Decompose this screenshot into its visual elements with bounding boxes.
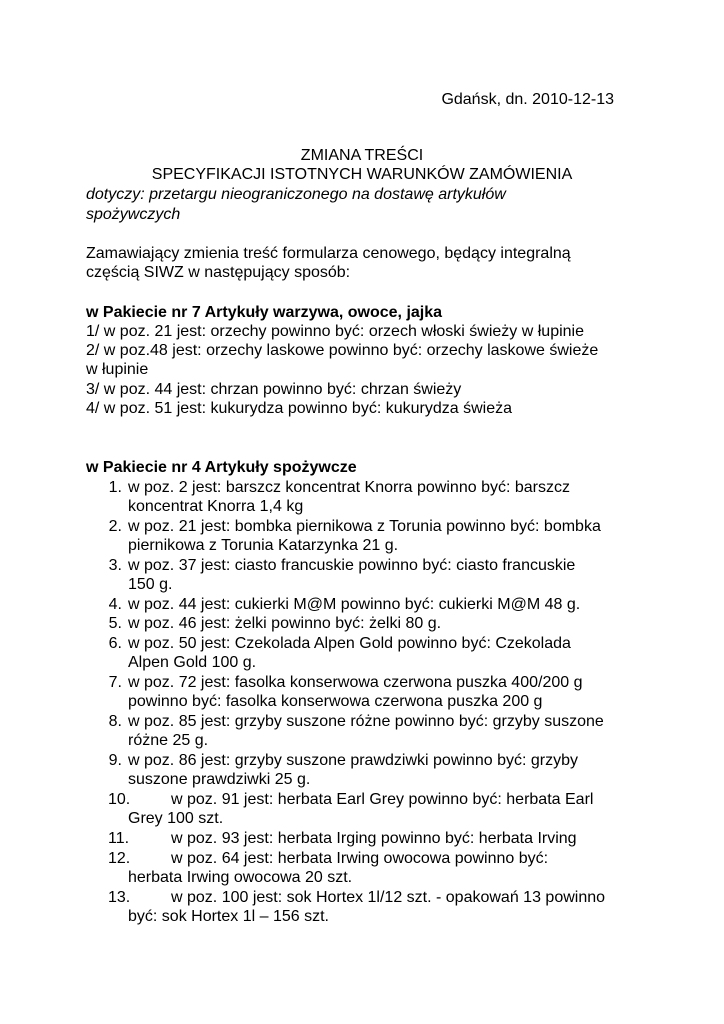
list-item-text: w poz. 2 jest: barszcz koncentrat Knorra powinno być: barszcz (128, 479, 570, 496)
list-item-number: 3. (108, 557, 122, 574)
list-item-number: 12. (108, 850, 131, 867)
package-7-line: 3/ w poz. 44 jest: chrzan powinno być: chrzan świeży (86, 381, 462, 398)
package-7-line: 4/ w poz. 51 jest: kukurydza powinno być: kukurydza świeża (86, 400, 512, 417)
subject-line-1: dotyczy: przetargu nieograniczonego na dostawę artykułów (86, 186, 506, 203)
document-title: ZMIANA TREŚCI (300, 147, 424, 164)
list-item-text: w poz. 93 jest: herbata Irging powinno być: herbata Irving (171, 830, 577, 847)
package-4-heading: w Pakiecie nr 4 Artykuły spożywcze (86, 459, 357, 476)
list-item-text: w poz. 44 jest: cukierki M@M powinno być: cukierki M@M 48 g. (128, 596, 581, 613)
list-item-number: 11. (108, 830, 130, 847)
list-item-number: 9. (108, 752, 122, 769)
list-item-continuation: Grey 100 szt. (128, 810, 224, 827)
list-item-number: 6. (108, 635, 122, 652)
list-item (0, 614, 724, 633)
list-item-continuation: suszone prawdziwki 25 g. (128, 771, 311, 788)
list-item-text: w poz. 91 jest: herbata Earl Grey powinno być: herbata Earl (171, 791, 594, 808)
list-item-number: 5. (108, 615, 122, 632)
package-7-line: 2/ w poz.48 jest: orzechy laskowe powinno być: orzechy laskowe świeże (86, 342, 599, 359)
list-item-text: w poz. 72 jest: fasolka konserwowa czerwona puszka 400/200 g (128, 674, 583, 691)
list-item-continuation: koncentrat Knorra 1,4 kg (128, 498, 304, 515)
list-item-number: 8. (108, 713, 122, 730)
list-item-text: w poz. 100 jest: sok Hortex 1l/12 szt. - opakowań 13 powinno (171, 889, 606, 906)
list-item (0, 634, 724, 653)
intro-line-1: Zamawiający zmienia treść formularza cenowego, będący integralną (86, 245, 571, 262)
package-7-line: w łupinie (86, 361, 149, 378)
list-item-number: 4. (108, 596, 122, 613)
list-item (0, 751, 724, 770)
list-item-continuation: być: sok Hortex 1l – 156 szt. (128, 908, 329, 925)
list-item-number: 2. (108, 518, 122, 535)
list-item-number: 10. (108, 791, 131, 808)
list-item (0, 673, 724, 692)
list-item (0, 790, 724, 809)
list-item-continuation: 150 g. (128, 576, 173, 593)
list-item-continuation: herbata Irwing owocowa 20 szt. (128, 869, 353, 886)
list-item (0, 478, 724, 497)
list-item-text: w poz. 64 jest: herbata Irwing owocowa powinno być: (171, 850, 549, 867)
list-item (0, 712, 724, 731)
intro-line-2: częścią SIWZ w następujący sposób: (86, 264, 351, 281)
list-item (0, 595, 724, 614)
list-item (0, 849, 724, 868)
list-item-continuation: różne 25 g. (128, 732, 209, 749)
list-item-number: 13. (108, 889, 131, 906)
list-item-text: w poz. 21 jest: bombka piernikowa z Torunia powinno być: bombka (128, 518, 601, 535)
subject-line-2: spożywczych (86, 206, 181, 223)
list-item-text: w poz. 85 jest: grzyby suszone różne powinno być: grzyby suszone (128, 713, 604, 730)
list-item-continuation: Alpen Gold 100 g. (128, 654, 257, 671)
document-subtitle: SPECYFIKACJI ISTOTNYCH WARUNKÓW ZAMÓWIENIA (151, 166, 573, 183)
list-item-continuation: piernikowa z Torunia Katarzynka 21 g. (128, 537, 399, 554)
package-7-heading: w Pakiecie nr 7 Artykuły warzywa, owoce, jajka (86, 304, 443, 321)
list-item-text: w poz. 46 jest: żelki powinno być: żelki 80 g. (128, 615, 442, 632)
list-item-text: w poz. 50 jest: Czekolada Alpen Gold powinno być: Czekolada (128, 635, 571, 652)
list-item (0, 517, 724, 536)
list-item (0, 556, 724, 575)
list-item (0, 888, 724, 907)
list-item (0, 829, 724, 848)
list-item-number: 1. (108, 479, 122, 496)
list-item-text: w poz. 37 jest: ciasto francuskie powinno być: ciasto francuskie (128, 557, 576, 574)
package-7-line: 1/ w poz. 21 jest: orzechy powinno być: orzech włoski świeży w łupinie (86, 323, 584, 340)
list-item-continuation: powinno być: fasolka konserwowa czerwona puszka 200 g (128, 693, 543, 710)
list-item-number: 7. (108, 674, 122, 691)
list-item-text: w poz. 86 jest: grzyby suszone prawdziwki powinno być: grzyby (128, 752, 578, 769)
place-date: Gdańsk, dn. 2010-12-13 (441, 91, 614, 108)
